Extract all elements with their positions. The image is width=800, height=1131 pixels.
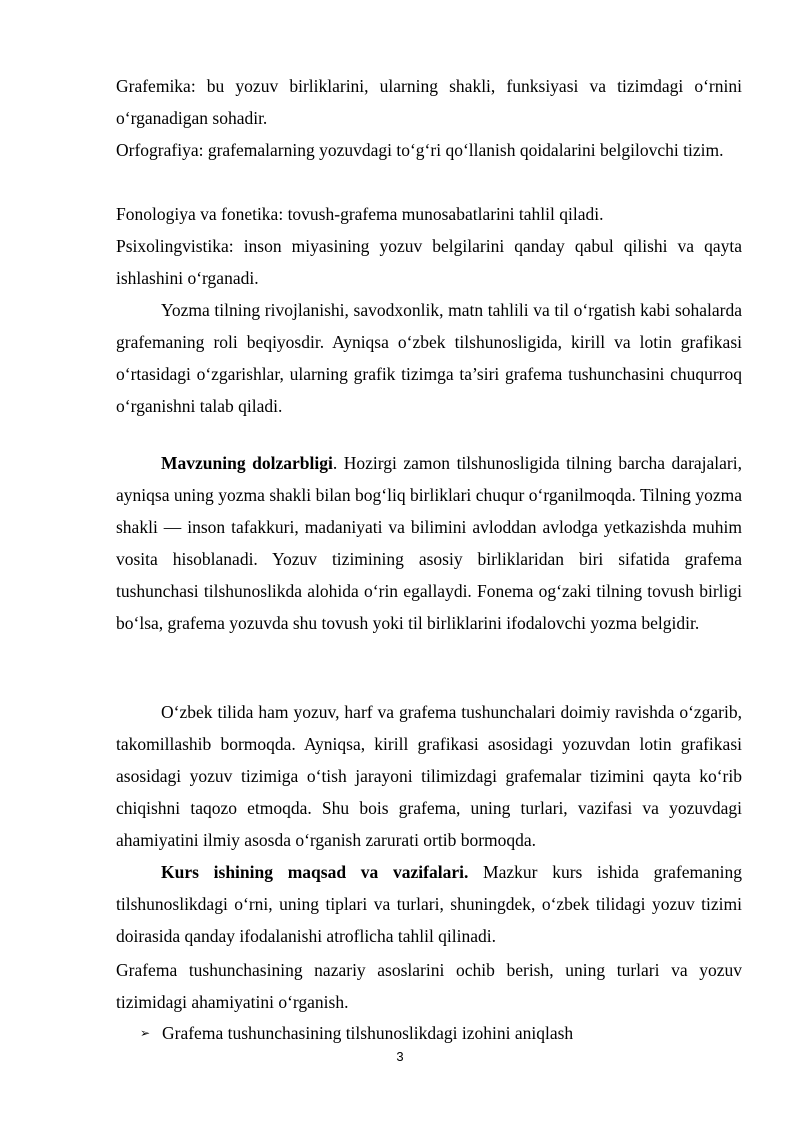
paragraph-psixolingvistika: Psixolingvistika: inson miyasining yozuv belgilarini qanday qabul qilishi va qayta ishlashini o‘rganadi. (116, 236, 742, 288)
paragraph-ozbek-tilida: O‘zbek tilida ham yozuv, harf va grafema tushunchalari doimiy ravishda o‘zgarib, takomillashib bormoqda. Ayniqsa, kirill grafikasi asosidagi yozuvdan lotin grafikasi asosidagi yozuv tizimiga o‘tish jarayoni tilimizdagi grafemalar tizimini qayta ko‘rib chiqishni taqozo etmoqda. Shu bois grafema, uning turlari, vazifasi va yozuvdagi ahamiyatini ilmiy asosda o‘rganish zarurati ortib bormoqda. (116, 702, 742, 850)
paragraph-dolzarbligi (116, 447, 742, 639)
paragraph-maqsad-text: Mazkur kurs ishida grafemaning tilshunoslikdagi o‘rni, uning tiplari va turlari, shuningdek, o‘zbek tilidagi yozuv tizimi doirasida qanday ifodalanishi atroflicha tahlil qilinadi. (116, 862, 742, 946)
heading-dolzarbligi: Mavzuning dolzarbligi (161, 453, 333, 473)
paragraph-maqsad (116, 856, 742, 952)
paragraph-grafemika: Grafemika: bu yozuv birliklarini, ularning shakli, funksiyasi va tizimdagi o‘rnini o‘rganadigan sohadir. (116, 76, 742, 128)
paragraph-fonologiya: Fonologiya va fonetika: tovush-grafema munosabatlarini tahlil qiladi. (116, 204, 604, 224)
paragraph-nazariy-asoslar: Grafema tushunchasining nazariy asoslarini ochib berish, uning turlari va yozuv tizimidagi ahamiyatini o‘rganish. (116, 960, 742, 1012)
heading-maqsad: Kurs ishining maqsad va vazifalari. (161, 862, 469, 882)
list-item (140, 1017, 740, 1049)
paragraph-orfografiya: Orfografiya: grafemalarning yozuvdagi to‘g‘ri qo‘llanish qoidalarini belgilovchi tizim. (116, 140, 724, 160)
paragraph-yozma-tilning: Yozma tilning rivojlanishi, savodxonlik, matn tahlili va til o‘rgatish kabi sohalarda grafemaning roli beqiyosdir. Ayniqsa o‘zbek tilshunosligida, kirill va lotin grafikasi o‘rtasidagi o‘zgarishlar, ularning grafik tizimga ta’siri grafema tushunchasini chuqurroq o‘rganishni talab qiladi. (116, 300, 742, 416)
paragraph-dolzarbligi-text: . Hozirgi zamon tilshunosligida tilning barcha darajalari, ayniqsa uning yozma shakli bilan bog‘liq birliklari chuqur o‘rganilmoqda. Tilning yozma shakli — inson tafakkuri, madaniyati va bilimini avloddan avlodga yetkazishda muhim vosita hisoblanadi. Yozuv tizimining asosiy birliklaridan biri sifatida grafema tushunchasi tilshunoslikda alohida o‘rin egallaydi. Fonema og‘zaki tilning tovush birligi bo‘lsa, grafema yozuvda shu tovush yoki til birliklarini ifodalovchi yozma belgidir. (116, 453, 742, 633)
list-item-text: Grafema tushunchasining tilshunoslikdagi izohini aniqlash (162, 1023, 574, 1043)
arrow-bullet-icon: ➢ (140, 1026, 151, 1040)
page-number: 3 (396, 1049, 404, 1064)
